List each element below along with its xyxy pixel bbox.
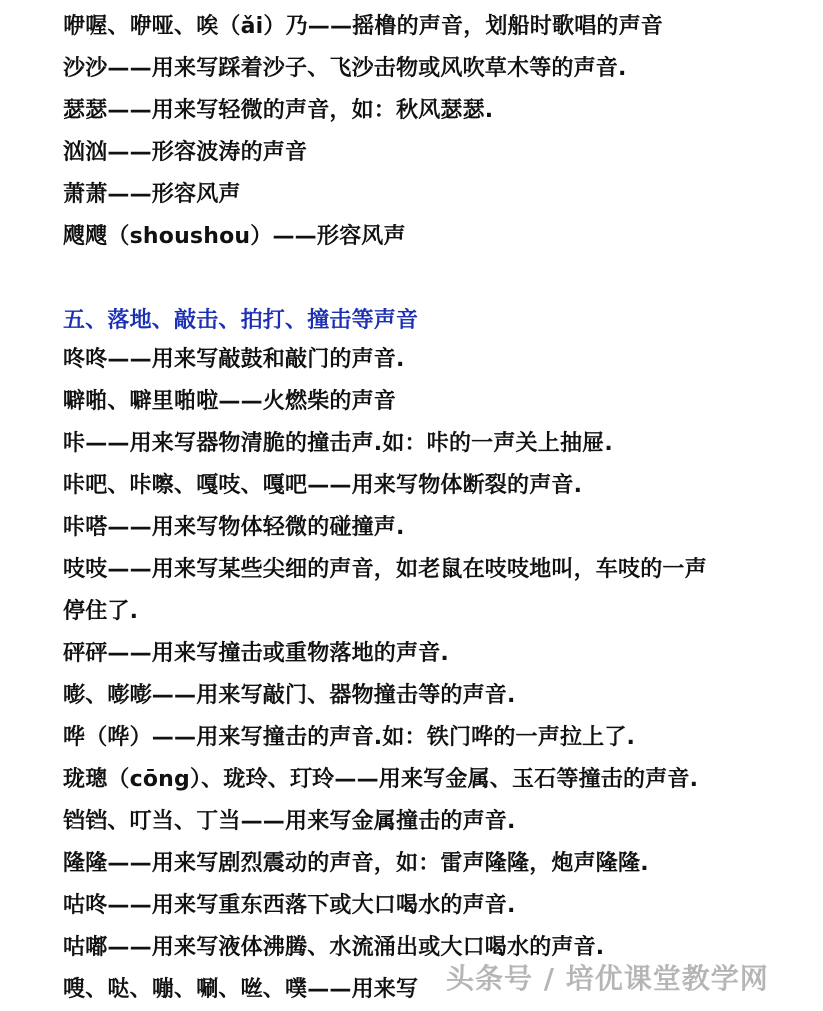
text-line-2: 沙沙——用来写踩着沙子、飞沙击物或风吹草木等的声音. [63, 56, 627, 81]
text-line-11: 咔吧、咔嚓、嘎吱、嘎吧——用来写物体断裂的声音. [63, 473, 583, 498]
text-line-4: 汹汹——形容波涛的声音 [63, 140, 308, 165]
text-line-14: 停住了. [63, 599, 139, 624]
text-line-16: 嘭、嘭嘭——用来写敲门、器物撞击等的声音. [63, 683, 516, 708]
text-line-15: 砰砰——用来写撞击或重物落地的声音. [63, 641, 449, 666]
text-line-12: 咔嗒——用来写物体轻微的碰撞声. [63, 515, 405, 540]
text-line-9: 噼啪、噼里啪啦——火燃柴的声音 [63, 389, 397, 414]
text-line-3: 瑟瑟——用来写轻微的声音，如：秋风瑟瑟. [63, 98, 494, 123]
text-line-5: 萧萧——形容风声 [63, 182, 241, 207]
text-line-13: 吱吱——用来写某些尖细的声音，如老鼠在吱吱地叫，车吱的一声 [63, 557, 707, 582]
text-line-18: 珑璁（cōng）、珑玲、玎玲——用来写金属、玉石等撞击的声音. [63, 767, 699, 792]
text-line-19: 铛铛、叮当、丁当——用来写金属撞击的声音. [63, 809, 516, 834]
text-line-23: 嗖、哒、嘣、唰、咝、噗——用来写 [63, 977, 419, 1002]
section-heading: 五、落地、敲击、拍打、撞击等声音 [63, 308, 419, 333]
text-line-22: 咕嘟——用来写液体沸腾、水流涌出或大口喝水的声音. [63, 935, 605, 960]
text-line-21: 咕咚——用来写重东西落下或大口喝水的声音. [63, 893, 516, 918]
text-line-1: 咿喔、咿哑、唉（ǎi）乃——摇橹的声音，划船时歌唱的声音 [63, 14, 663, 39]
text-line-17: 哗（哗）——用来写撞击的声音.如：铁门哗的一声拉上了. [63, 725, 636, 750]
text-line-8: 咚咚——用来写敲鼓和敲门的声音. [63, 347, 405, 372]
watermark: 头条号 / 培优课堂教学网 [446, 962, 769, 995]
text-line-20: 隆隆——用来写剧烈震动的声音，如：雷声隆隆，炮声隆隆. [63, 851, 649, 876]
text-line-10: 咔——用来写器物清脆的撞击声.如：咔的一声关上抽屉. [63, 431, 613, 456]
text-line-6: 飕飕（shoushou）——形容风声 [63, 224, 406, 249]
